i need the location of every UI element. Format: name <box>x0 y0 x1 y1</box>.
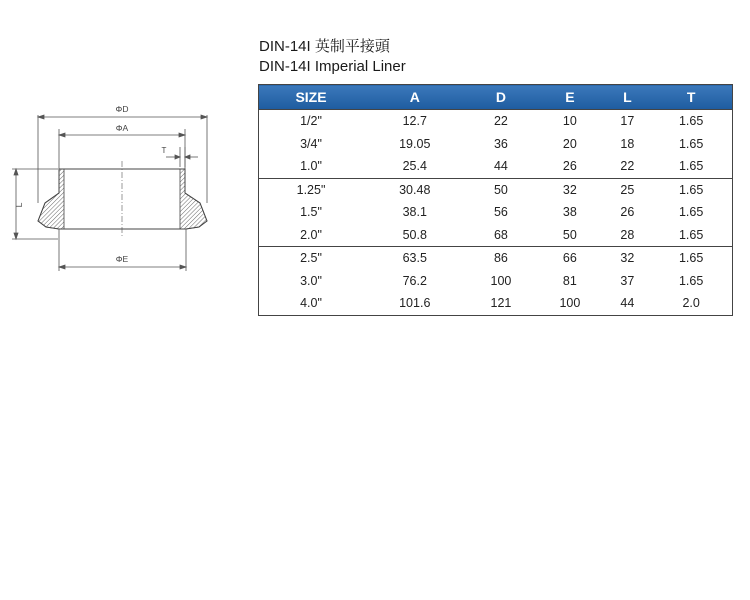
cell-d: 36 <box>493 136 508 151</box>
header-d: D <box>466 85 535 110</box>
cell-e: 81 <box>562 273 577 288</box>
table-row-group <box>259 247 733 316</box>
cell-a: 63.5 <box>363 247 466 270</box>
table-row <box>259 133 733 156</box>
cell-d: 86 <box>466 247 535 270</box>
cell-e: 100 <box>559 296 581 311</box>
product-title <box>259 37 406 77</box>
cell-size: 1.5" <box>300 205 322 220</box>
cell-e: 32 <box>535 178 604 201</box>
table-row-group <box>259 178 733 247</box>
cell-t: 1.65 <box>678 273 704 288</box>
cell-e: 20 <box>562 136 577 151</box>
cell-l: 22 <box>620 159 635 174</box>
cell-a: 101.6 <box>399 296 431 311</box>
dimension-end-diameter <box>59 229 186 271</box>
product-title-chinese: DIN-14I 英制平接頭 <box>259 38 390 55</box>
cell-d: 100 <box>490 273 512 288</box>
table-row <box>259 292 733 315</box>
cell-l: 37 <box>620 273 635 288</box>
cell-t: 1.65 <box>678 159 704 174</box>
specification-table <box>258 84 733 316</box>
table-row <box>259 155 733 178</box>
cell-a: 19.05 <box>399 136 431 151</box>
cell-t: 1.65 <box>678 205 704 220</box>
label-length: L <box>14 202 24 208</box>
product-title-english: DIN-14I Imperial Liner <box>259 58 406 75</box>
cell-l: 32 <box>604 247 650 270</box>
cell-l: 44 <box>620 296 635 311</box>
cell-size: 3.0" <box>300 273 322 288</box>
label-thickness: T <box>161 146 167 155</box>
cell-t: 1.65 <box>678 227 704 242</box>
header-e: E <box>535 85 604 110</box>
label-outer-diameter: ΦD <box>115 104 129 114</box>
cell-l: 28 <box>620 227 635 242</box>
header-a: A <box>363 85 466 110</box>
cell-t: 2.0 <box>682 296 700 311</box>
table-row <box>259 201 733 224</box>
cell-a: 50.8 <box>402 227 427 242</box>
cell-d: 56 <box>493 205 508 220</box>
cell-size: 3/4" <box>300 136 322 151</box>
cell-t: 1.65 <box>650 247 732 270</box>
cell-d: 68 <box>493 227 508 242</box>
header-t: T <box>650 85 732 110</box>
cell-l: 25 <box>604 178 650 201</box>
cell-d: 22 <box>493 114 508 129</box>
table-row-group <box>259 110 733 179</box>
cell-a: 25.4 <box>402 159 427 174</box>
cell-a: 12.7 <box>402 114 427 129</box>
cell-e: 38 <box>562 205 577 220</box>
cell-t: 1.65 <box>678 136 704 151</box>
cell-size: 2.0" <box>300 227 322 242</box>
cell-a: 76.2 <box>402 273 427 288</box>
table-row <box>259 224 733 247</box>
header-size: SIZE <box>259 85 364 110</box>
cell-t: 1.65 <box>650 178 732 201</box>
cell-d: 44 <box>493 159 508 174</box>
cell-l: 26 <box>620 205 635 220</box>
cell-size: 1.0" <box>300 159 322 174</box>
cell-d: 121 <box>490 296 512 311</box>
table-row <box>259 110 733 133</box>
cell-size: 2.5" <box>259 247 364 270</box>
cell-size: 4.0" <box>300 296 322 311</box>
cell-size: 1.25" <box>259 178 364 201</box>
cell-e: 50 <box>562 227 577 242</box>
liner-technical-drawing <box>8 95 248 275</box>
cell-t: 1.65 <box>678 114 704 129</box>
cell-l: 18 <box>620 136 635 151</box>
cell-l: 17 <box>620 114 635 129</box>
right-wall-section <box>180 169 207 229</box>
table-row <box>259 178 733 201</box>
left-wall-section <box>38 169 64 229</box>
cell-d: 50 <box>466 178 535 201</box>
label-inner-diameter: ΦA <box>115 123 129 133</box>
cell-size: 1/2" <box>300 114 322 129</box>
label-end-diameter: ΦE <box>115 254 129 264</box>
cell-e: 66 <box>535 247 604 270</box>
table-header-row <box>259 85 733 110</box>
cell-a: 38.1 <box>402 205 427 220</box>
dimension-thickness <box>166 147 198 167</box>
header-l: L <box>604 85 650 110</box>
table-row <box>259 270 733 293</box>
cell-a: 30.48 <box>363 178 466 201</box>
cell-e: 10 <box>562 114 577 129</box>
table-row <box>259 247 733 270</box>
cell-e: 26 <box>562 159 577 174</box>
